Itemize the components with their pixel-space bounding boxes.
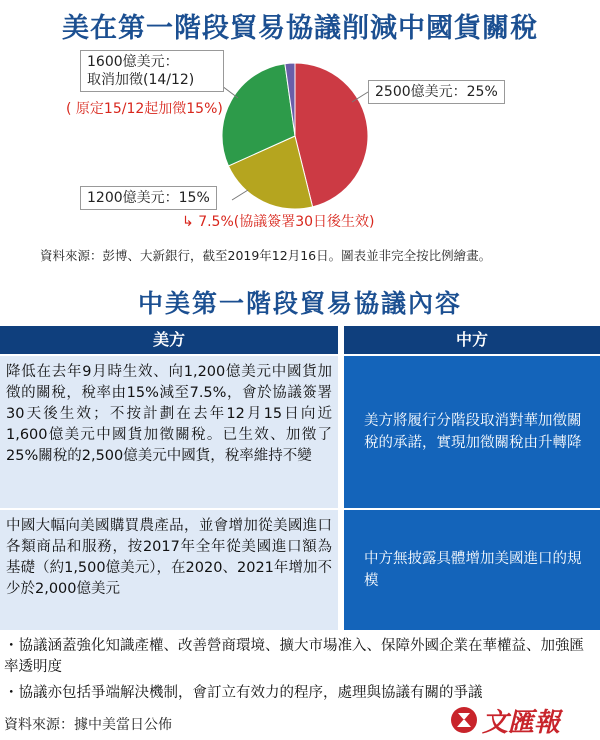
callout-1600 — [80, 50, 224, 92]
callout-1600-line2: 取消加徵(14/12) — [87, 72, 195, 88]
table-source: 資料來源：據中美當日公佈 — [4, 717, 172, 733]
row2-cn-cell — [344, 510, 600, 630]
callout-1200-note — [182, 211, 375, 231]
bullet-2: ・協議亦包括爭端解決機制，會訂立有效力的程序，處理與協議有關的爭議 — [4, 685, 483, 701]
table-title: 中美第一階段貿易協議內容 — [137, 289, 462, 318]
column-header-us: 美方 — [0, 326, 338, 354]
callout-1600-line1: 1600億美元： — [87, 54, 179, 70]
publisher-logo — [448, 702, 598, 738]
row1-cn-text: 美方將履行分階段取消對華加徵關稅的承諾，實現加徵關稅由升轉降 — [364, 413, 582, 451]
column-header-cn: 中方 — [344, 326, 600, 354]
callout-2500: 2500億美元：25% — [368, 80, 505, 104]
arrow-right-icon: ↳ — [182, 214, 194, 230]
chart-title: 美在第一階段貿易協議削減中國貨關稅 — [62, 13, 538, 44]
row1-cn-cell — [344, 356, 600, 508]
chart-source: 資料來源：彭博、大新銀行，截至2019年12月16日。圖表並非完全按比例繪畫。 — [40, 248, 492, 263]
callout-1200: 1200億美元：15% — [80, 186, 217, 210]
callout-1600-note: ( 原定15/12起加徵15%) — [66, 101, 223, 117]
row2-us-cell: 中國大幅向美國購買農產品，並會增加從美國進口各類商品和服務，按2017年全年從美國進口額為基礎（約1,500億美元），在2020、2021年增加不少於2,000億美元 — [0, 510, 338, 630]
pie-chart-area — [0, 40, 600, 240]
bullet-1: ・協議涵蓋強化知識產權、改善營商環境、擴大市場准入、保障外國企業在華權益、加強匯率透明度 — [4, 638, 584, 675]
publisher-wordmark: 文匯報 — [482, 708, 561, 738]
row2-cn-text: 中方無披露具體增加美國進口的規模 — [364, 551, 582, 589]
publisher-emblem-icon — [451, 707, 477, 733]
row1-us-cell: 降低在去年9月時生效、向1,200億美元中國貨加徵的關稅，稅率由15%減至7.5%，會於協議簽署30天後生效；不按計劃在去年12月15日向近1,600億美元中國貨加徵關稅。已生效、加徵了25%關稅的2,500億美元中國貨，稅率維持不變 — [0, 356, 338, 508]
leader-line-2 — [232, 190, 248, 200]
callout-1200-note-text: 7.5%(協議簽署30日後生效) — [198, 214, 375, 230]
